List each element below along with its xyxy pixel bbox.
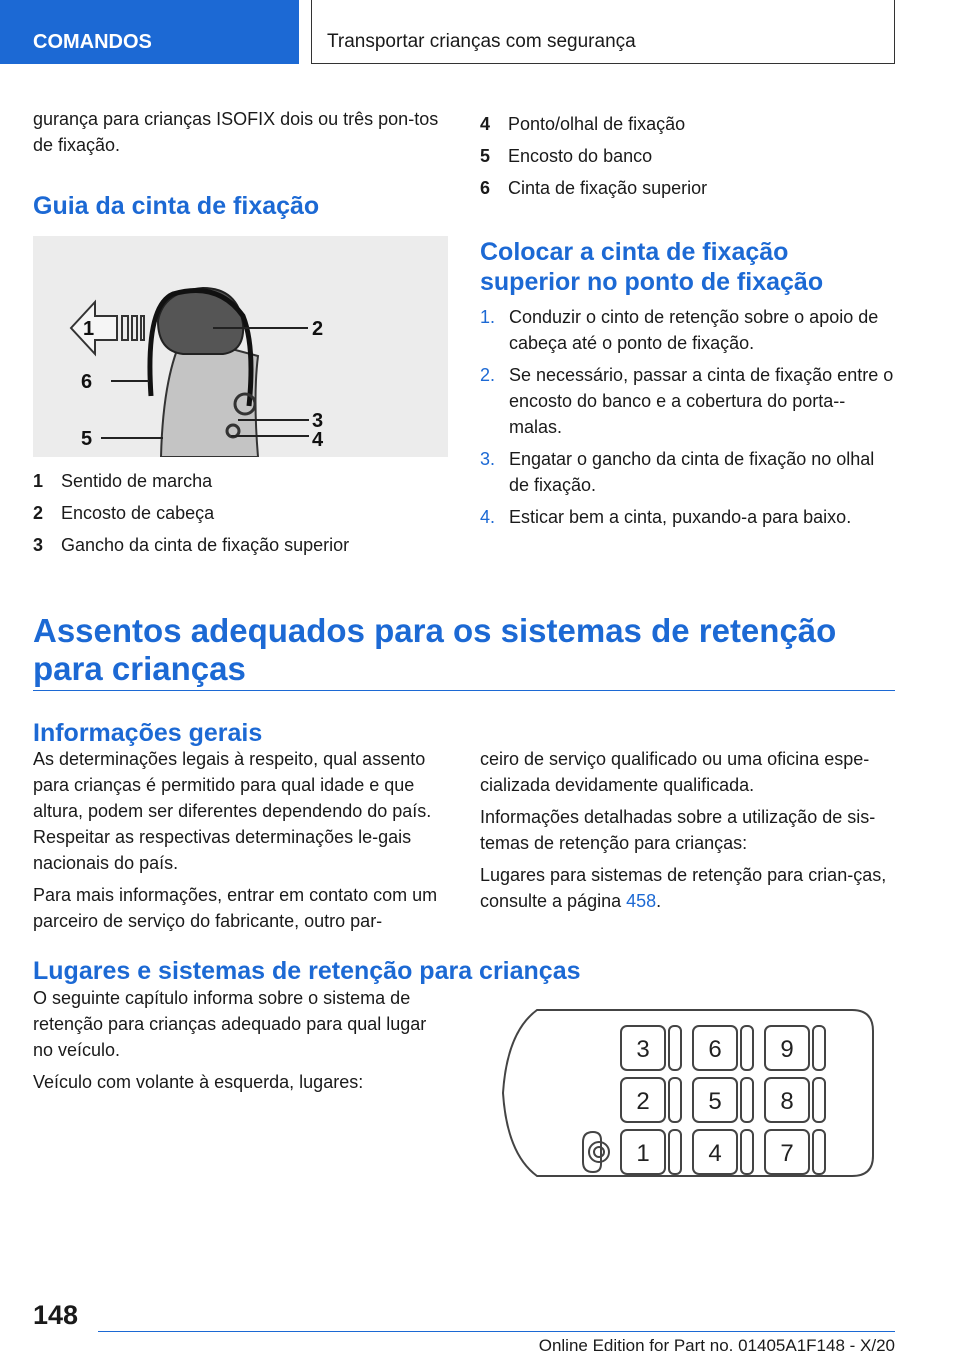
headrest-illustration xyxy=(33,236,448,457)
page-number: 148 xyxy=(33,1300,79,1330)
seat-number: 2 xyxy=(636,1088,650,1115)
paragraph: Informações detalhadas sobre a utilização de sis-temas de retenção para crianças: xyxy=(480,807,876,853)
seat-number: 6 xyxy=(708,1036,722,1063)
seat-number: 4 xyxy=(708,1140,722,1167)
general-text-left xyxy=(33,746,448,934)
paragraph: O seguinte capítulo informa sobre o sistema de retenção para crianças adequado para qual lugar no veículo. xyxy=(33,988,427,1060)
attach-steps xyxy=(480,304,895,536)
attach-heading: Colocar a cinta de fixação superior no ponto de fixação xyxy=(480,238,824,296)
figure-label-4: 4 xyxy=(312,429,324,451)
intro-text: gurança para crianças ISOFIX dois ou três pon-tos de fixação. xyxy=(33,109,439,155)
paragraph: Para mais informações, entrar em contato com um parceiro de serviço do fabricante, outro par- xyxy=(33,885,438,931)
legend-item: 1 Sentido de marcha xyxy=(33,471,213,491)
paragraph: Veículo com volante à esquerda, lugares: xyxy=(33,1072,364,1092)
step-item: 1. Conduzir o cinto de retenção sobre o apoio de cabeça até o ponto de fixação. xyxy=(480,307,879,353)
figure-legend-right xyxy=(480,108,895,204)
chapter-title: Transportar crianças com segurança xyxy=(311,0,895,64)
general-heading: Informações gerais xyxy=(33,719,263,747)
step-item: 3. Engatar o gancho da cinta de fixação no olhal de fixação. xyxy=(480,449,875,495)
section-title: Assentos adequados para os sistemas de retenção para crianças xyxy=(33,612,837,687)
legend-item: 2 Encosto de cabeça xyxy=(33,503,215,523)
figure-label-6: 6 xyxy=(81,371,93,393)
general-text-right xyxy=(480,746,895,914)
seat-layout-diagram xyxy=(497,1004,877,1182)
tether-guide-figure xyxy=(33,236,448,457)
seat-number: 5 xyxy=(708,1088,722,1115)
seat-number: 9 xyxy=(780,1036,794,1063)
places-heading: Lugares e sistemas de retenção para crianças xyxy=(33,957,581,985)
figure-label-3: 3 xyxy=(312,410,324,432)
figure-label-2: 2 xyxy=(312,318,324,340)
footer-edition: Online Edition for Part no. 01405A1F148 - X/20 xyxy=(538,1336,895,1355)
page-link[interactable]: 458 xyxy=(626,891,657,911)
seat-number: 8 xyxy=(780,1088,794,1115)
seat-number: 1 xyxy=(636,1140,650,1167)
step-item: 2. Se necessário, passar a cinta de fixação entre o encosto do banco e a cobertura do porta--malas. xyxy=(480,365,894,437)
paragraph: Lugares para sistemas de retenção para crian-ças, consulte a página 458. xyxy=(480,865,887,911)
legend-item: 3 Gancho da cinta de fixação superior xyxy=(33,535,350,555)
section-divider xyxy=(33,690,895,691)
step-item: 4. Esticar bem a cinta, puxando-a para baixo. xyxy=(480,507,852,527)
legend-item: 4 Ponto/olhal de fixação xyxy=(480,114,686,134)
legend-item: 6 Cinta de fixação superior xyxy=(480,178,708,198)
figure-label-1: 1 xyxy=(83,318,95,340)
figure-legend-left xyxy=(33,465,448,561)
seat-number: 7 xyxy=(780,1140,794,1167)
footer-divider xyxy=(98,1331,895,1332)
paragraph: ceiro de serviço qualificado ou uma oficina espe-cializada devidamente qualificada. xyxy=(480,749,870,795)
figure-label-5: 5 xyxy=(81,428,93,450)
guide-heading: Guia da cinta de fixação xyxy=(33,192,320,220)
places-text xyxy=(33,985,448,1095)
paragraph: As determinações legais à respeito, qual assento para crianças é permitido para qual idade e que altura, podem ser diferentes dependendo do país. Respeitar as respectivas determinações le-gais nacionais do país. xyxy=(33,749,432,873)
section-tab: COMANDOS xyxy=(0,0,299,64)
legend-item: 5 Encosto do banco xyxy=(480,146,653,166)
seat-number: 3 xyxy=(636,1036,650,1063)
